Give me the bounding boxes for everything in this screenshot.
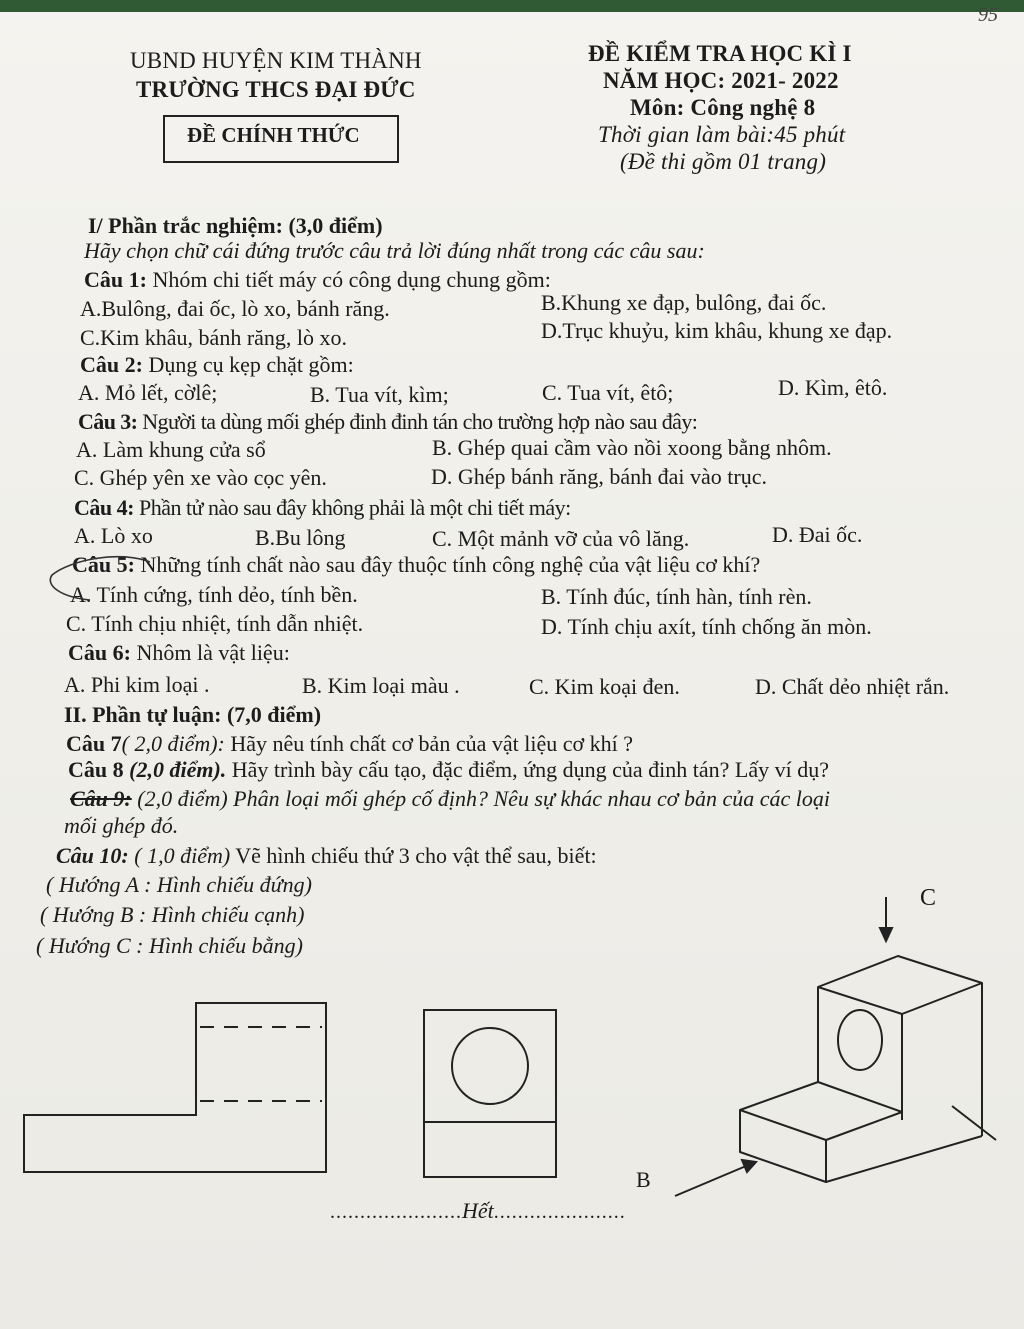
question-label: Câu 9: [70, 786, 132, 811]
footer-end [330, 1198, 626, 1224]
q1-option-b: B.Khung xe đạp, bulông, đai ốc. [541, 290, 827, 315]
question-text: Phần tử nào sau đây không phải là một chi tiết máy: [133, 495, 571, 520]
q4-option-d: D. Đai ốc. [772, 522, 863, 547]
q1-option-c: C.Kim khâu, bánh răng, lò xo. [80, 325, 348, 350]
end-label: Hết [462, 1198, 494, 1223]
official-label: ĐỀ CHÍNH THỨC [187, 123, 360, 147]
q3-option-b: B. Ghép quai cầm vào nồi xoong bằng nhôm. [432, 435, 832, 460]
question-9-continued: mối ghép đó. [64, 813, 179, 838]
q1-option-d: D.Trục khuỷu, kim khâu, khung xe đạp. [541, 318, 893, 343]
question-text: Những tính chất nào sau đây thuộc tính công nghệ của vật liệu cơ khí? [134, 552, 761, 577]
question-points: ( 2,0 điểm): [121, 731, 225, 756]
q2-option-d: D. Kìm, êtô. [778, 375, 888, 400]
school-year: NĂM HỌC: 2021- 2022 [603, 68, 839, 93]
question-points: (2,0 điểm) [131, 786, 228, 811]
header-district: UBND HUYỆN KIM THÀNH [130, 48, 422, 73]
question-text: Dụng cụ kẹp chặt gồm: [142, 352, 354, 377]
part1-instruction: Hãy chọn chữ cái đứng trước câu trả lời đúng nhất trong các câu sau: [84, 238, 705, 263]
part1-title: I/ Phần trắc nghiệm: (3,0 điểm) [88, 213, 383, 238]
direction-b: ( Hướng B : Hình chiếu cạnh) [40, 902, 305, 927]
q2-option-c: C. Tua vít, êtô; [542, 380, 674, 405]
q6-option-a: A. Phi kim loại . [64, 672, 210, 697]
q6-option-c: C. Kim koại đen. [529, 674, 680, 699]
question-text: Nhôm là vật liệu: [130, 640, 290, 665]
question-label: Câu 8 [68, 757, 124, 782]
direction-arrows [675, 897, 996, 1196]
question-text: Nhóm chi tiết máy có công dụng chung gồm: [146, 267, 551, 292]
q5-option-c: C. Tính chịu nhiệt, tính dẫn nhiệt. [66, 611, 364, 636]
q3-option-c: C. Ghép yên xe vào cọc yên. [74, 465, 327, 490]
label-b: B [636, 1167, 651, 1192]
question-points: (2,0 điểm). [123, 757, 227, 782]
q3-option-a: A. Làm khung cửa sổ [76, 437, 266, 462]
question-label: Câu 10: [56, 843, 129, 868]
q5-option-b: B. Tính đúc, tính hàn, tính rèn. [541, 584, 812, 609]
question-label: Câu 6: [68, 640, 131, 665]
question-label: Câu 4: [74, 495, 134, 520]
subject: Môn: Công nghệ 8 [630, 95, 816, 120]
q5-option-d: D. Tính chịu axít, tính chống ăn mòn. [541, 614, 872, 639]
side-view [424, 1010, 556, 1177]
direction-a: ( Hướng A : Hình chiếu đứng) [46, 872, 312, 897]
pen-mark-circle [50, 557, 150, 600]
question-points: ( 1,0 điểm) [128, 843, 231, 868]
q2-option-b: B. Tua vít, kìm; [310, 382, 449, 407]
q5-option-a: A. Tính cứng, tính dẻo, tính bền. [70, 582, 358, 607]
corner-note: 95 [978, 4, 998, 26]
label-c: C [920, 885, 937, 911]
question-text: Hãy trình bày cấu tạo, đặc điểm, ứng dụng của đinh tán? Lấy ví dụ? [226, 757, 829, 782]
question-label: Câu 5: [72, 552, 135, 577]
q3-option-d: D. Ghép bánh răng, bánh đai vào trục. [431, 464, 768, 489]
q6-option-d: D. Chất dẻo nhiệt rắn. [755, 674, 950, 699]
exam-title: ĐỀ KIỂM TRA HỌC KÌ I [588, 41, 852, 66]
part2-title: II. Phần tự luận: (7,0 điểm) [64, 702, 322, 727]
dotted-leader-right: ...................... [493, 1201, 626, 1223]
q4-option-a: A. Lò xo [74, 523, 153, 548]
question-text: Phân loại mối ghép cố định? Nêu sự khác nhau cơ bản của các loại [227, 786, 831, 811]
question-label: Câu 2: [80, 352, 143, 377]
question-label: Câu 7 [66, 731, 122, 756]
q1-option-a: A.Bulông, đai ốc, lò xo, bánh răng. [80, 296, 390, 321]
header-school: TRƯỜNG THCS ĐẠI ĐỨC [136, 77, 416, 102]
q2-option-a: A. Mỏ lết, cờlê; [78, 380, 218, 405]
time-limit: Thời gian làm bài:45 phút [598, 122, 846, 147]
isometric-object [740, 956, 982, 1182]
question-text: Người ta dùng mối ghép đinh đinh tán cho trường hợp nào sau đây: [137, 409, 698, 434]
dotted-leader-left: ...................... [330, 1201, 462, 1223]
question-label: Câu 1: [84, 267, 147, 292]
q4-option-b: B.Bu lông [255, 525, 346, 550]
question-text: Vẽ hình chiếu thứ 3 cho vật thể sau, biết: [230, 843, 597, 868]
page-count: (Đề thi gồm 01 trang) [620, 149, 827, 174]
direction-c: ( Hướng C : Hình chiếu bằng) [36, 933, 303, 958]
q6-option-b: B. Kim loại màu . [302, 673, 460, 698]
front-view [24, 1003, 326, 1172]
q4-option-c: C. Một mảnh vỡ của vô lăng. [432, 526, 690, 551]
question-text: Hãy nêu tính chất cơ bản của vật liệu cơ khí ? [224, 731, 633, 756]
question-label: Câu 3: [78, 409, 138, 434]
